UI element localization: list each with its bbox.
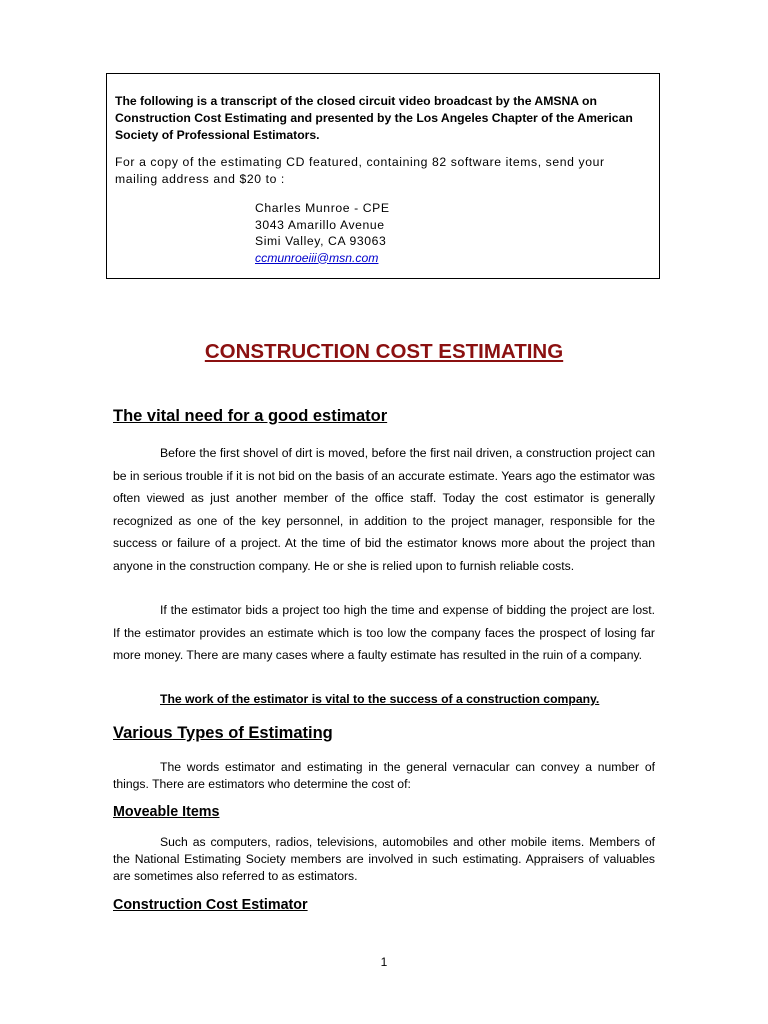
address-street: 3043 Amarillo Avenue [255,217,385,232]
email-link[interactable]: ccmunroeiii@msn.com [255,250,379,265]
info-box-copy-request: For a copy of the estimating CD featured, containing 82 software items, send your mailing address and $20 to : [115,155,605,186]
heading-moveable-items: Moveable Items [113,804,220,820]
emphasis-statement: The work of the estimator is vital to the success of a construction company. [160,692,600,706]
page-number: 1 [380,955,388,969]
heading-vital-need: The vital need for a good estimator [113,407,388,425]
document-title: CONSTRUCTION COST ESTIMATING [204,340,564,363]
paragraph-moveable-items: Such as computers, radios, televisions, automobiles and other mobile items. Members of the National Estimating Society members are involved in such estimating. Appraisers of valuables are sometimes also referred to as estimators. [113,835,655,883]
heading-types-of-estimating: Various Types of Estimating [113,724,333,742]
info-box-intro: The following is a transcript of the closed circuit video broadcast by the AMSNA on Construction Cost Estimating and presented by the Los Angeles Chapter of the American Society of Professional Estimators. [115,94,633,142]
paragraph-vital-need-2: If the estimator bids a project too high the time and expense of bidding the project are lost. If the estimator provides an estimate which is too low the company faces the prospect of losing far more money. There are many cases where a faulty estimate has resulted in the ruin of a company. [113,603,655,663]
address-city: Simi Valley, CA 93063 [255,234,387,248]
paragraph-types-of-estimating: The words estimator and estimating in the general vernacular can convey a number of things. There are estimators who determine the cost of: [113,760,655,791]
info-box [106,73,660,279]
address-name: Charles Munroe - CPE [255,201,390,215]
heading-construction-cost-estimator: Construction Cost Estimator [113,897,308,913]
emphasis-text: The work of the estimator is vital to the success of a construction company [160,692,596,706]
mailing-address [255,200,651,266]
paragraph-vital-need-1: Before the first shovel of dirt is moved, before the first nail driven, a construction project can be in serious trouble if it is not bid on the basis of an accurate estimate. Years ago the estimator was often viewed as just another member of the office staff. Today the cost estimator is generally recognized as one of the key personnel, in addition to the project manager, responsible for the success or failure of a project. At the time of bid the estimator knows more about the project than anyone in the construction company. He or she is relied upon to furnish reliable costs. [113,446,655,573]
